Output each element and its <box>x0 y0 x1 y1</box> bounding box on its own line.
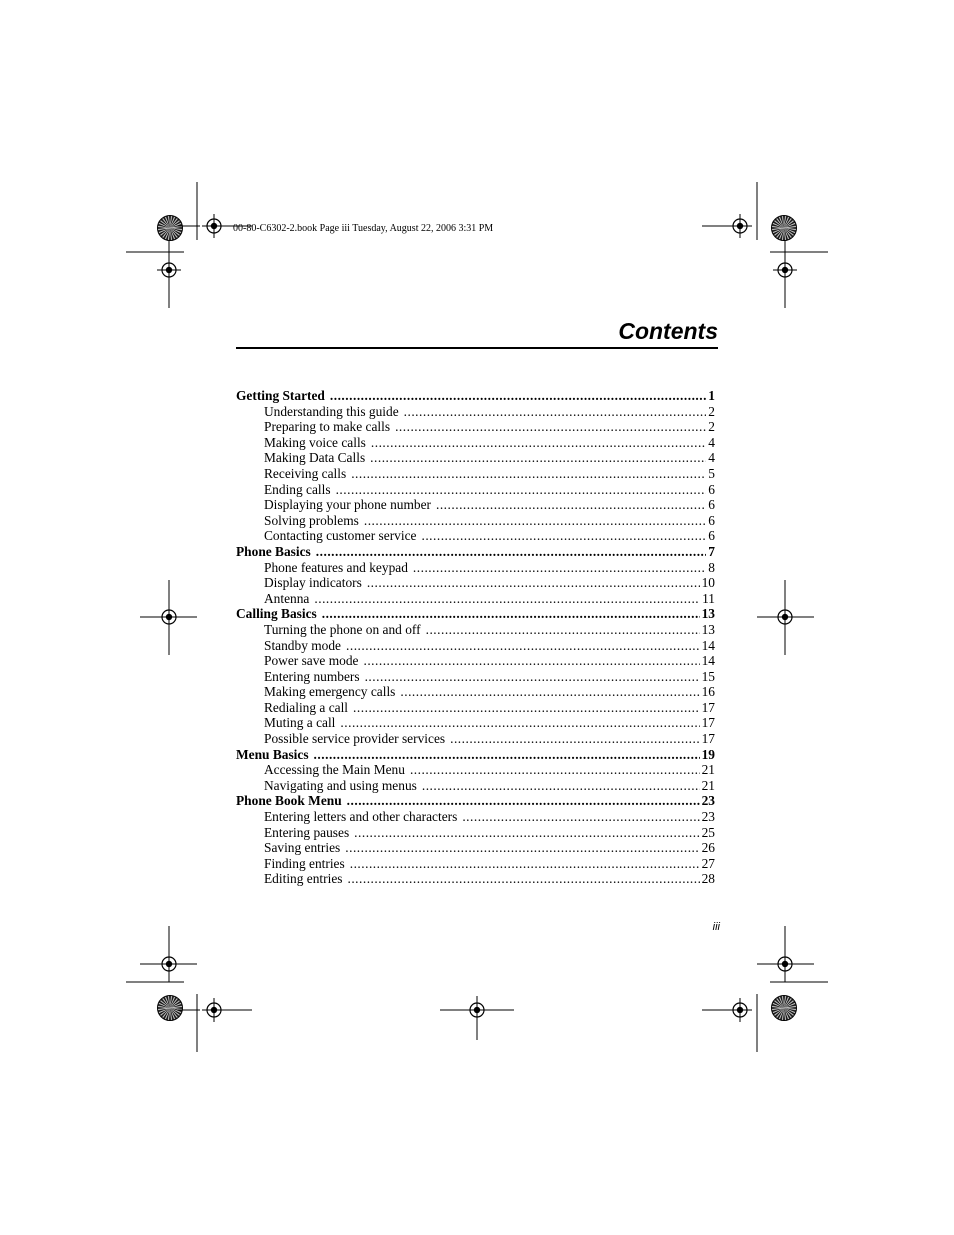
toc-entry-page: 4 <box>708 450 715 466</box>
page-number: iii <box>712 921 720 933</box>
toc-entry-label: Menu Basics <box>236 746 309 762</box>
toc-section-entry[interactable] <box>236 497 715 513</box>
toc-entry-label: Entering letters and other characters <box>264 809 458 825</box>
toc-section-entry[interactable] <box>236 653 715 669</box>
toc-section-entry[interactable] <box>236 575 715 591</box>
toc-entry-label: Making voice calls <box>264 434 366 450</box>
toc-entry-label: Turning the phone on and off <box>264 621 421 637</box>
toc-entry-label: Contacting customer service <box>264 528 417 544</box>
toc-leader-dots <box>395 419 706 435</box>
toc-section-entry[interactable] <box>236 450 715 466</box>
toc-entry-page: 21 <box>701 777 715 793</box>
toc-section-entry[interactable] <box>236 482 715 498</box>
toc-entry-page: 19 <box>701 746 715 762</box>
toc-chapter-entry[interactable] <box>236 388 715 404</box>
toc-entry-label: Power save mode <box>264 653 359 669</box>
toc-chapter-entry[interactable] <box>236 544 715 560</box>
toc-section-entry[interactable] <box>236 638 715 654</box>
toc-entry-page: 14 <box>701 653 715 669</box>
toc-leader-dots <box>413 560 706 576</box>
toc-entry-label: Solving problems <box>264 512 359 528</box>
toc-entry-page: 5 <box>708 465 715 481</box>
toc-entry-label: Preparing to make calls <box>264 419 391 435</box>
toc-entry-label: Entering pauses <box>264 824 350 840</box>
toc-entry-page: 1 <box>708 388 715 403</box>
toc-leader-dots <box>336 482 707 498</box>
toc-leader-dots <box>340 715 699 731</box>
toc-leader-dots <box>426 622 700 638</box>
toc-entry-page: 6 <box>708 481 715 497</box>
toc-entry-label: Phone features and keypad <box>264 559 408 575</box>
toc-entry-page: 11 <box>702 590 715 606</box>
toc-leader-dots <box>410 762 700 778</box>
toc-section-entry[interactable] <box>236 435 715 451</box>
toc-leader-dots <box>422 778 700 794</box>
toc-entry-page: 13 <box>701 621 715 637</box>
toc-entry-page: 21 <box>701 762 715 778</box>
title-rule <box>236 347 718 349</box>
toc-section-entry[interactable] <box>236 840 715 856</box>
starburst-target-icon <box>158 216 183 241</box>
toc-section-entry[interactable] <box>236 825 715 841</box>
toc-leader-dots <box>354 825 699 841</box>
starburst-target-icon <box>158 996 183 1021</box>
toc-section-entry[interactable] <box>236 871 715 887</box>
toc-leader-dots <box>330 388 706 404</box>
toc-section-entry[interactable] <box>236 778 715 794</box>
toc-entry-page: 14 <box>701 637 715 653</box>
toc-leader-dots <box>421 528 706 544</box>
toc-entry-page: 26 <box>701 840 715 856</box>
toc-section-entry[interactable] <box>236 560 715 576</box>
toc-entry-page: 7 <box>708 543 715 559</box>
toc-entry-page: 6 <box>708 528 715 544</box>
toc-leader-dots <box>370 450 706 466</box>
toc-leader-dots <box>350 856 700 872</box>
toc-entry-label: Saving entries <box>264 840 341 856</box>
toc-leader-dots <box>450 731 700 747</box>
toc-section-entry[interactable] <box>236 731 715 747</box>
toc-entry-page: 4 <box>708 434 715 450</box>
toc-entry-label: Redialing a call <box>264 699 349 715</box>
toc-section-entry[interactable] <box>236 700 715 716</box>
toc-leader-dots <box>371 435 706 451</box>
toc-entry-page: 17 <box>701 715 715 731</box>
toc-leader-dots <box>316 544 707 560</box>
toc-leader-dots <box>351 466 706 482</box>
toc-entry-page: 10 <box>701 575 715 591</box>
toc-leader-dots <box>404 404 707 420</box>
toc-entry-label: Making emergency calls <box>264 684 396 700</box>
toc-entry-page: 15 <box>701 668 715 684</box>
toc-leader-dots <box>462 809 699 825</box>
toc-section-entry[interactable] <box>236 762 715 778</box>
toc-entry-label: Display indicators <box>264 575 362 591</box>
toc-section-entry[interactable] <box>236 466 715 482</box>
toc-section-entry[interactable] <box>236 419 715 435</box>
toc-leader-dots <box>400 684 699 700</box>
toc-section-entry[interactable] <box>236 684 715 700</box>
toc-entry-label: Making Data Calls <box>264 450 366 466</box>
toc-leader-dots <box>314 747 700 763</box>
toc-entry-page: 2 <box>708 403 715 419</box>
toc-entry-label: Ending calls <box>264 481 331 497</box>
toc-entry-label: Phone Book Menu <box>236 793 342 809</box>
toc-chapter-entry[interactable] <box>236 747 715 763</box>
toc-entry-label: Entering numbers <box>264 668 360 684</box>
toc-leader-dots <box>347 793 700 809</box>
table-of-contents <box>236 388 715 887</box>
toc-entry-label: Navigating and using menus <box>264 777 417 793</box>
toc-entry-page: 28 <box>701 871 715 887</box>
toc-entry-label: Displaying your phone number <box>264 497 431 513</box>
toc-section-entry[interactable] <box>236 669 715 685</box>
starburst-target-icon <box>772 216 797 241</box>
starburst-target-icon <box>772 996 797 1021</box>
toc-entry-page: 17 <box>701 699 715 715</box>
toc-leader-dots <box>353 700 700 716</box>
toc-leader-dots <box>365 669 700 685</box>
toc-entry-label: Getting Started <box>236 388 325 403</box>
toc-section-entry[interactable] <box>236 591 715 607</box>
toc-section-entry[interactable] <box>236 715 715 731</box>
toc-entry-label: Finding entries <box>264 855 345 871</box>
toc-entry-label: Antenna <box>264 590 310 606</box>
toc-entry-page: 17 <box>701 731 715 747</box>
toc-entry-page: 6 <box>708 497 715 513</box>
toc-leader-dots <box>346 638 700 654</box>
toc-section-entry[interactable] <box>236 404 715 420</box>
toc-entry-page: 23 <box>701 809 715 825</box>
toc-leader-dots <box>345 840 699 856</box>
toc-section-entry[interactable] <box>236 528 715 544</box>
toc-entry-label: Phone Basics <box>236 543 311 559</box>
toc-entry-label: Standby mode <box>264 637 341 653</box>
toc-entry-label: Receiving calls <box>264 465 347 481</box>
toc-leader-dots <box>367 575 700 591</box>
toc-section-entry[interactable] <box>236 856 715 872</box>
toc-section-entry[interactable] <box>236 622 715 638</box>
toc-entry-page: 25 <box>701 824 715 840</box>
toc-entry-label: Accessing the Main Menu <box>264 762 405 778</box>
toc-chapter-entry[interactable] <box>236 606 715 622</box>
toc-entry-label: Possible service provider services <box>264 731 446 747</box>
toc-leader-dots <box>347 871 699 887</box>
page-title: Contents <box>618 318 718 344</box>
toc-entry-page: 8 <box>708 559 715 575</box>
toc-entry-label: Editing entries <box>264 871 343 887</box>
header-slug: 00-80-C6302-2.book Page iii Tuesday, August 22, 2006 3:31 PM <box>233 223 494 234</box>
toc-leader-dots <box>314 591 700 607</box>
toc-entry-page: 16 <box>701 684 715 700</box>
toc-entry-page: 6 <box>708 512 715 528</box>
toc-leader-dots <box>436 497 706 513</box>
toc-entry-label: Muting a call <box>264 715 336 731</box>
toc-entry-label: Understanding this guide <box>264 403 399 419</box>
toc-chapter-entry[interactable] <box>236 793 715 809</box>
toc-leader-dots <box>322 606 700 622</box>
toc-entry-page: 13 <box>701 606 715 622</box>
toc-section-entry[interactable] <box>236 513 715 529</box>
toc-entry-page: 23 <box>701 793 715 809</box>
toc-entry-label: Calling Basics <box>236 606 317 622</box>
toc-leader-dots <box>364 513 706 529</box>
toc-entry-page: 2 <box>708 419 715 435</box>
toc-entry-page: 27 <box>701 855 715 871</box>
toc-leader-dots <box>363 653 699 669</box>
toc-section-entry[interactable] <box>236 809 715 825</box>
